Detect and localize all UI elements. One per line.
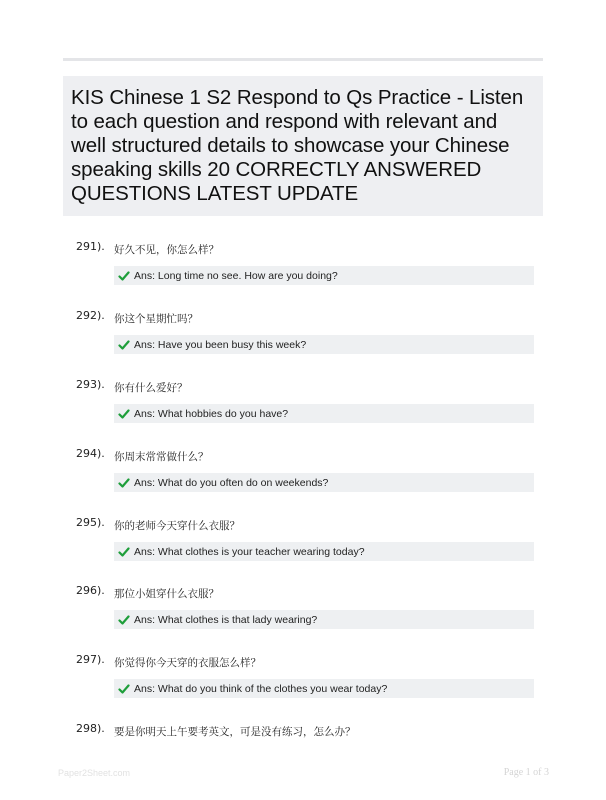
answer-text: Ans: Have you been busy this week? bbox=[134, 338, 307, 351]
question-text: 你觉得你今天穿的衣服怎么样？ bbox=[114, 657, 261, 669]
question-text: 你的老师今天穿什么衣服？ bbox=[114, 520, 240, 532]
checkmark-icon bbox=[118, 477, 130, 489]
answer-box bbox=[114, 610, 534, 629]
question-text: 好久不见，你怎么样？ bbox=[114, 244, 219, 256]
title-box bbox=[63, 76, 543, 216]
answer-box bbox=[114, 542, 534, 561]
footer-watermark: Paper2Sheet.com bbox=[58, 768, 131, 778]
checkmark-icon bbox=[118, 683, 130, 695]
answer-text: Ans: What clothes is that lady wearing? bbox=[134, 613, 318, 626]
answer-box bbox=[114, 473, 534, 492]
question-item bbox=[0, 378, 606, 438]
question-number: 294). bbox=[76, 447, 105, 460]
question-item bbox=[0, 584, 606, 644]
checkmark-icon bbox=[118, 270, 130, 282]
answer-text: Ans: What clothes is your teacher wearing today? bbox=[134, 545, 365, 558]
question-text: 那位小姐穿什么衣服？ bbox=[114, 588, 219, 600]
answer-text: Ans: Long time no see. How are you doing? bbox=[134, 269, 338, 282]
checkmark-icon bbox=[118, 614, 130, 626]
answer-text: Ans: What hobbies do you have? bbox=[134, 407, 289, 420]
page-number: Page 1 of 3 bbox=[503, 767, 549, 778]
checkmark-icon bbox=[118, 408, 130, 420]
question-text: 你有什么爱好？ bbox=[114, 382, 188, 394]
question-number: 298). bbox=[76, 722, 105, 735]
answer-box bbox=[114, 404, 534, 423]
question-number: 291). bbox=[76, 240, 105, 253]
question-item bbox=[0, 653, 606, 713]
answer-text: Ans: What do you often do on weekends? bbox=[134, 476, 329, 489]
answer-box bbox=[114, 335, 534, 354]
question-text: 要是你明天上午要考英文，可是没有练习，怎么办？ bbox=[114, 726, 356, 738]
top-divider bbox=[63, 58, 543, 61]
checkmark-icon bbox=[118, 339, 130, 351]
question-number: 295). bbox=[76, 516, 105, 529]
question-number: 292). bbox=[76, 309, 105, 322]
question-item bbox=[0, 240, 606, 300]
question-number: 293). bbox=[76, 378, 105, 391]
answer-box bbox=[114, 679, 534, 698]
question-item bbox=[0, 516, 606, 576]
document-title: KIS Chinese 1 S2 Respond to Qs Practice - Listen to each question and respond with relevant and well structured details to showcase your Chinese speaking skills 20 CORRECTLY ANSWERED QUESTIONS LATEST UPDATE bbox=[71, 86, 524, 205]
question-item bbox=[0, 309, 606, 369]
question-text: 你这个星期忙吗？ bbox=[114, 313, 198, 325]
question-text: 你周末常常做什么？ bbox=[114, 451, 209, 463]
question-number: 296). bbox=[76, 584, 105, 597]
checkmark-icon bbox=[118, 546, 130, 558]
question-number: 297). bbox=[76, 653, 105, 666]
question-item bbox=[0, 447, 606, 507]
answer-box bbox=[114, 266, 534, 285]
answer-text: Ans: What do you think of the clothes you wear today? bbox=[134, 682, 388, 695]
